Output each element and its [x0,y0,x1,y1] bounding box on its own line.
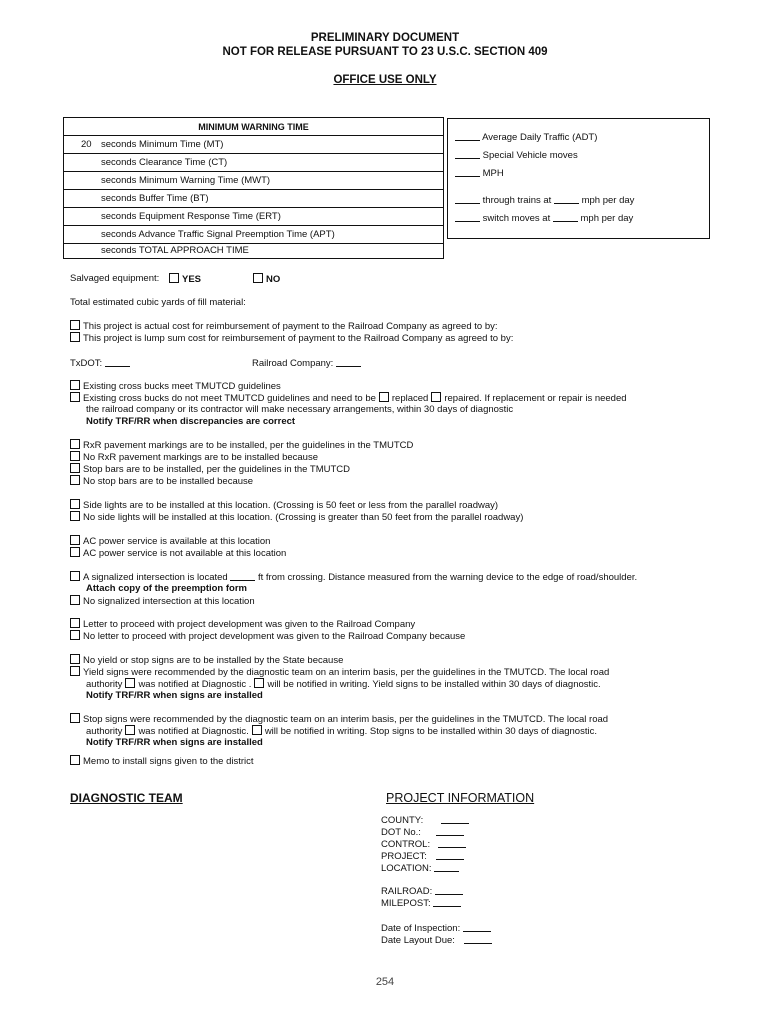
no-sidelights-text: No side lights will be installed at this location. (Crossing is greater than 50 feet from the parallel roadway) [83,512,524,523]
ac-power-section [70,535,286,559]
ac-unavailable-checkbox[interactable] [70,547,80,557]
yield-rec-text: Yield signs were recommended by the diagnostic team on an interim basis, per the guidelines in the TMUTCD. The local road [83,667,610,678]
date-layout-blank[interactable] [464,934,492,944]
no-letter-text: No letter to proceed with project development was given to the Railroad Company because [83,631,466,642]
stop-bars-checkbox[interactable] [70,463,80,473]
cost-section [70,320,513,344]
salvaged-yes [169,273,201,285]
switch-count-blank[interactable] [455,212,480,222]
crossbucks-meet-text: Existing cross bucks meet TMUTCD guidelines [83,381,281,392]
crossbucks-meet-checkbox[interactable] [70,380,80,390]
stop-notify: Notify TRF/RR when signs are installed [86,737,263,748]
mt-value: 20 [81,139,92,150]
table-title: MINIMUM WARNING TIME [198,122,309,132]
ac-available-checkbox[interactable] [70,535,80,545]
mph-blank[interactable] [455,167,480,177]
stop-bars-text: Stop bars are to be installed, per the guidelines in the TMUTCD [83,464,351,475]
no-yield-checkbox[interactable] [70,654,80,664]
letter-given-text: Letter to proceed with project development was given to the Railroad Company [83,619,416,630]
dot-no-label: DOT No.: [381,827,421,838]
milepost-label: MILEPOST: [381,898,431,909]
county-label: COUNTY: [381,815,424,826]
yield-auth-post: will be notified in writing. Yield signs to be installed within 30 days of diagnostic. [267,679,601,690]
actual-cost-text: This project is actual cost for reimbursement of payment to the Railroad Company as agreed to by: [83,321,498,332]
stop-rec-text: Stop signs were recommended by the diagnostic team on an interim basis, per the guidelines in the TMUTCD. The local road [83,714,609,725]
no-stop-bars-checkbox[interactable] [70,475,80,485]
through-count-blank[interactable] [455,194,480,204]
ac-unavailable-text: AC power service is not available at this location [83,548,287,559]
stop-auth-mid: was notified at Diagnostic. [138,726,249,737]
date-inspection-blank[interactable] [463,922,491,932]
page-number: 254 [375,976,395,988]
lump-sum-checkbox[interactable] [70,332,80,342]
stop-section [70,713,608,749]
table-row [64,242,443,260]
ac-available-text: AC power service is available at this location [83,536,271,547]
adt-line [455,131,597,143]
no-rxr-markings-text: No RxR pavement markings are to be installed because [83,452,318,463]
railroad-blank[interactable] [435,885,463,895]
yield-writing-checkbox[interactable] [254,678,264,688]
no-label: NO [266,274,281,285]
ct-label: seconds Clearance Time (CT) [101,157,228,168]
switch-post-label: mph per day [580,213,634,224]
project-fields-1 [381,814,469,874]
special-label: Special Vehicle moves [482,150,578,161]
crossbucks-section [70,380,627,428]
letter-given-checkbox[interactable] [70,618,80,628]
diagnostic-team-heading: DIAGNOSTIC TEAM [70,791,183,805]
total-label: seconds TOTAL APPROACH TIME [101,245,249,256]
sidelights-checkbox[interactable] [70,499,80,509]
header-line-1: PRELIMINARY DOCUMENT [310,32,460,44]
special-blank[interactable] [455,149,480,159]
bt-label: seconds Buffer Time (BT) [101,193,209,204]
location-blank[interactable] [434,862,459,872]
project-fields-2 [381,885,463,909]
mt-label: seconds Minimum Time (MT) [101,139,224,150]
stop-auth-post: will be notified in writing. Stop signs to be installed within 30 days of diagnostic. [264,726,597,737]
attach-preemption-text: Attach copy of the preemption form [86,583,247,594]
no-stop-bars-text: No stop bars are to be installed because [83,476,254,487]
header-line-2: NOT FOR RELEASE PURSUANT TO 23 U.S.C. SECTION 409 [222,46,548,58]
memo-checkbox[interactable] [70,755,80,765]
signalized-section [70,571,637,607]
yield-notify: Notify TRF/RR when signs are installed [86,690,263,701]
table-row [64,190,443,208]
office-use-heading: OFFICE USE ONLY [333,74,437,86]
no-rxr-markings-checkbox[interactable] [70,451,80,461]
yes-checkbox[interactable] [169,273,179,283]
crossbucks-continuation: the railroad company or its contractor will make necessary arrangements, within 30 days of diagnostic [86,404,514,415]
lump-sum-text: This project is lump sum cost for reimbursement of payment to the Railroad Company as agreed to by: [83,333,514,344]
yield-rec-checkbox[interactable] [70,666,80,676]
repaired-checkbox[interactable] [431,392,441,402]
yield-notified-checkbox[interactable] [125,678,135,688]
adt-label: Average Daily Traffic (ADT) [482,132,598,143]
dot-no-blank[interactable] [436,826,464,836]
no-letter-checkbox[interactable] [70,630,80,640]
replaced-text: replaced [391,393,429,404]
no-sidelights-checkbox[interactable] [70,511,80,521]
signalized-distance-blank[interactable] [230,571,255,581]
switch-moves-line [455,212,633,224]
txdot-field [70,357,130,369]
date-inspection-label: Date of Inspection: [381,923,461,934]
minimum-warning-time-table [63,117,444,259]
crossbucks-notmeet-checkbox[interactable] [70,392,80,402]
rxr-markings-text: RxR pavement markings are to be installed, per the guidelines in the TMUTCD [83,440,414,451]
location-label: LOCATION: [381,863,432,874]
railroad-company-blank[interactable] [336,357,361,367]
table-row [64,154,443,172]
control-label: CONTROL: [381,839,431,850]
milepost-blank[interactable] [433,897,461,907]
signalized-checkbox[interactable] [70,571,80,581]
switch-speed-blank[interactable] [553,212,578,222]
yield-section [70,654,609,702]
project-label: PROJECT: [381,851,427,862]
through-trains-line [455,194,634,206]
stop-auth-pre: authority [86,726,123,737]
yes-label: YES [182,274,202,285]
railroad-company-field [252,357,361,369]
table-row [64,136,443,154]
project-info-heading: PROJECT INFORMATION [386,791,535,805]
no-signalized-text: No signalized intersection at this location [83,596,255,607]
railroad-company-label: Railroad Company: [252,358,334,369]
yield-auth-mid: was notified at Diagnostic . [138,679,252,690]
sidelights-text: Side lights are to be installed at this location. (Crossing is 50 feet or less from the parallel roadway) [83,500,499,511]
table-row [64,172,443,190]
no-signalized-checkbox[interactable] [70,595,80,605]
salvaged-no [253,273,280,285]
stop-notified-checkbox[interactable] [125,725,135,735]
special-line [455,149,578,161]
through-label: through trains at [482,195,552,206]
txdot-blank[interactable] [105,357,130,367]
rxr-markings-checkbox[interactable] [70,439,80,449]
date-layout-label: Date Layout Due: [381,935,455,946]
apt-label: seconds Advance Traffic Signal Preemption Time (APT) [101,229,335,240]
county-blank[interactable] [441,814,469,824]
control-blank[interactable] [438,838,466,848]
no-yield-text: No yield or stop signs are to be installed by the State because [83,655,344,666]
no-checkbox[interactable] [253,273,263,283]
sidelights-section [70,499,523,523]
fill-material-label: Total estimated cubic yards of fill material: [70,297,246,308]
mph-label: MPH [482,168,504,179]
signalized-pre-text: A signalized intersection is located [83,572,228,583]
signalized-post-text: ft from crossing. Distance measured from the warning device to the edge of road/shoulder. [257,572,638,583]
crossbucks-notify: Notify TRF/RR when discrepancies are correct [86,416,296,427]
replaced-checkbox[interactable] [379,392,389,402]
through-speed-blank[interactable] [554,194,579,204]
txdot-label: TxDOT: [70,358,103,369]
actual-cost-checkbox[interactable] [70,320,80,330]
memo-section [70,755,254,767]
traffic-info-box [447,118,710,239]
table-row [64,208,443,226]
stop-rec-checkbox[interactable] [70,713,80,723]
adt-blank[interactable] [455,131,480,141]
mph-line [455,167,504,179]
through-post-label: mph per day [581,195,635,206]
yield-auth-pre: authority [86,679,123,690]
salvaged-label: Salvaged equipment: [70,273,160,284]
table-title-row [64,118,443,136]
crossbucks-notmeet-text: Existing cross bucks do not meet TMUTCD guidelines and need to be [83,393,376,404]
mwt-label: seconds Minimum Warning Time (MWT) [101,175,271,186]
repaired-text: repaired. If replacement or repair is needed [444,393,627,404]
project-blank[interactable] [436,850,464,860]
stop-writing-checkbox[interactable] [252,725,262,735]
ert-label: seconds Equipment Response Time (ERT) [101,211,281,222]
railroad-label: RAILROAD: [381,886,433,897]
markings-section [70,439,413,487]
memo-text: Memo to install signs given to the district [83,756,254,767]
letters-section [70,618,465,642]
switch-label: switch moves at [482,213,551,224]
project-fields-3 [381,922,492,946]
